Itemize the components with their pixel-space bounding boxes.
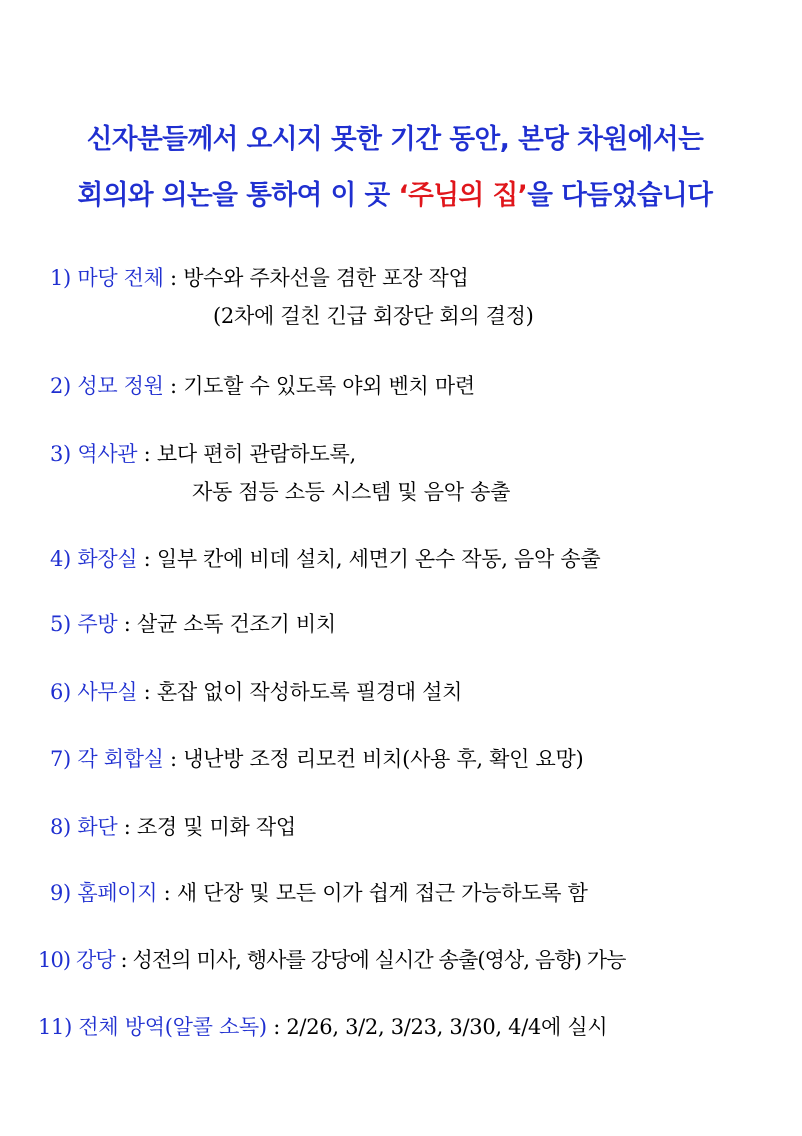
list-item — [50, 673, 462, 711]
item-text: 보다 편히 관람하도록, — [156, 442, 356, 466]
item-separator: : — [117, 815, 137, 839]
item-text: 일부 칸에 비데 설치, 세면기 온수 작동, 음악 송출 — [156, 547, 601, 571]
item-separator: : — [163, 374, 184, 398]
list-item — [50, 740, 583, 778]
item-label: 10) 강당 — [38, 948, 115, 972]
item-separator: : — [163, 747, 184, 771]
item-label: 1) 마당 전체 — [50, 266, 164, 290]
header-highlight: ‘주님의 집’ — [398, 180, 528, 211]
item-separator: : — [163, 266, 184, 290]
item-separator: : — [137, 442, 157, 466]
list-item — [50, 540, 600, 578]
header-line-2 — [0, 168, 790, 224]
list-item — [50, 435, 356, 473]
list-item — [50, 605, 336, 643]
item-separator: : — [266, 1015, 287, 1039]
item-text: 성전의 미사, 행사를 강당에 실시간 송출(영상, 음향) 가능 — [132, 948, 626, 972]
item-label: 8) 화단 — [50, 815, 118, 839]
item-separator: : — [157, 881, 177, 905]
header-line-1: 신자분들께서 오시지 못한 기간 동안, 본당 차원에서는 — [86, 124, 704, 155]
list-item — [50, 808, 296, 846]
item-label: 2) 성모 정원 — [50, 374, 164, 398]
list-item — [50, 874, 588, 912]
item-continuation: 자동 점등 소등 시스템 및 음악 송출 — [192, 480, 511, 504]
item-label: 7) 각 회합실 — [50, 747, 164, 771]
list-item — [50, 259, 469, 297]
item-text: 방수와 주차선을 겸한 포장 작업 — [183, 266, 469, 290]
item-label: 6) 사무실 — [50, 680, 138, 704]
item-label: 9) 홈페이지 — [50, 881, 158, 905]
item-label: 5) 주방 — [50, 612, 118, 636]
list-item — [50, 367, 475, 405]
item-text: 조경 및 미화 작업 — [136, 815, 296, 839]
item-text: 새 단장 및 모든 이가 쉽게 접근 가능하도록 함 — [176, 881, 588, 905]
item-label: 3) 역사관 — [50, 442, 138, 466]
list-item — [38, 1008, 607, 1046]
item-text: 기도할 수 있도록 야외 벤치 마련 — [183, 374, 475, 398]
item-text: 2/26, 3/2, 3/23, 3/30, 4/4에 실시 — [286, 1015, 608, 1039]
item-label: 4) 화장실 — [50, 547, 138, 571]
list-item — [38, 941, 626, 979]
item-separator: : — [137, 680, 157, 704]
item-separator: : — [117, 612, 137, 636]
item-text: 살균 소독 건조기 비치 — [136, 612, 336, 636]
item-text: 혼잡 없이 작성하도록 필경대 설치 — [156, 680, 463, 704]
item-label: 11) 전체 방역(알콜 소독) — [38, 1015, 267, 1039]
notice-header — [0, 112, 802, 224]
item-continuation: (2차에 걸친 긴급 회장단 회의 결정) — [213, 304, 534, 328]
header-line-2-prefix: 회의와 의논을 통하여 이 곳 — [77, 180, 399, 211]
item-separator: : — [137, 547, 157, 571]
item-separator: : — [114, 948, 133, 972]
item-text: 냉난방 조정 리모컨 비치(사용 후, 확인 요망) — [183, 747, 584, 771]
header-line-2-suffix: 을 다듬었습니다 — [527, 180, 713, 211]
